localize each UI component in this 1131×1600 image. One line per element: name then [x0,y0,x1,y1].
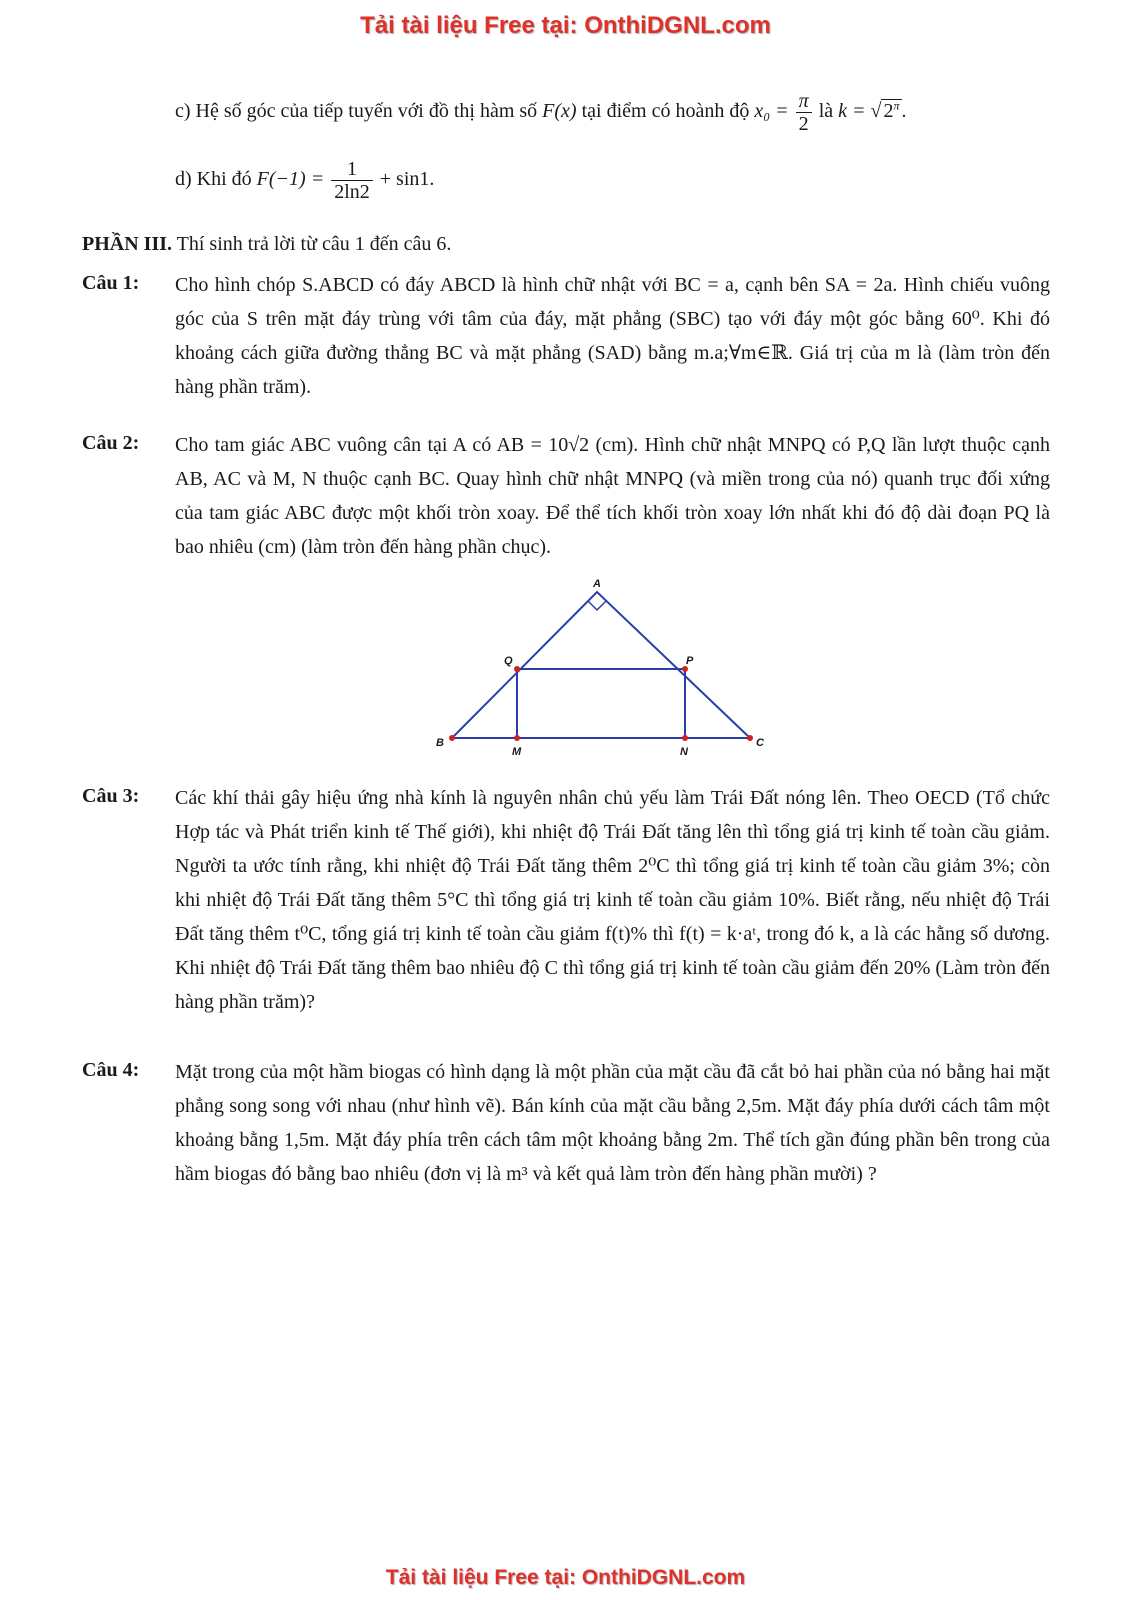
item-c-root-base: 2 [883,100,894,123]
item-c-end: . [901,100,907,123]
label-q: Q [504,655,513,667]
question-1-label: Câu 1: [82,272,140,294]
question-3-text: Các khí thải gây hiệu ứng nhà kính là nguyên nhân chủ yếu làm Trái Đất nóng lên. Theo OECD (Tổ chức Hợp tác và Phát triển kinh tế Thế giới), khi nhiệt độ Trái Đất tăng lên thì tổng giá trị kinh tế toàn cầu giảm. Người ta ước tính rằng, khi nhiệt độ Trái Đất tăng thêm 2⁰C thì tổng giá trị kinh tế toàn cầu giảm 3%; còn khi nhiệt độ Trái Đất tăng thêm 5°C thì tổng giá trị kinh tế toàn cầu giảm 10%. Biết rằng, nếu nhiệt độ Trái Đất tăng thêm t⁰C, tổng giá trị kinh tế toàn cầu giảm f(t)% thì f(t) = k·aᵗ, trong đó k, a là các hằng số dương. Khi nhiệt độ Trái Đất tăng thêm bao nhiêu độ C thì tổng giá trị kinh tế toàn cầu giảm đến 20% (Làm tròn đến hàng phần trăm)? [175,787,1050,1013]
item-d [175,158,434,203]
label-n: N [680,746,688,758]
point-c [747,735,753,741]
item-d-rhs: + sin1. [379,168,435,191]
label-p: P [686,655,694,667]
item-c-x0: x₀ = [754,100,789,123]
question-4-label: Câu 4: [82,1059,140,1081]
triangle-sides [452,592,750,738]
part-three-instruction: Thí sinh trả lời từ câu 1 đến câu 6. [172,233,452,255]
question-1-text: Cho hình chóp S.ABCD có đáy ABCD là hình chữ nhật với BC = a, cạnh bên SA = 2a. Hình chiếu vuông góc của S trên mặt đáy trùng với tâm của đáy, mặt phẳng (SBC) tạo với đáy một góc bằng 60⁰. Khi đó khoảng cách giữa đường thẳng BC và mặt phẳng (SAD) bằng m.a;∀m∈ℝ. Giá trị của m là (làm tròn đến hàng phần trăm). [175,274,1050,398]
point-n [682,735,688,741]
figure-points [449,666,753,741]
label-m: M [512,746,522,758]
question-3-label: Câu 3: [82,785,140,807]
item-d-frac-num: 1 [331,158,373,181]
rectangle-mnpq [517,669,685,738]
right-angle-mark [588,601,606,610]
item-c-k: k = [838,100,866,123]
header-banner[interactable]: Tải tài liệu Free tại: OnthiDGNL.com [360,12,771,39]
label-a: A [593,578,601,591]
label-b: B [436,737,444,749]
triangle-diagram [436,578,780,765]
part-three-title: PHẦN III. [82,233,173,255]
item-c-text-c: là [813,100,839,123]
question-2-text: Cho tam giác ABC vuông cân tại A có AB = 10√2 (cm). Hình chữ nhật MNPQ có P,Q lần lượt thuộc cạnh AB, AC và M, N thuộc cạnh BC. Quay hình chữ nhật MNPQ (và miền trong của nó) quanh trục đối xứng của tam giác ABC được một khối tròn xoay. Để thể tích khối tròn xoay lớn nhất khi đó độ dài đoạn PQ là bao nhiêu (cm) (làm tròn đến hàng phần chục). [175,434,1050,558]
item-d-lhs: F(−1) = [256,168,325,191]
item-c-root [881,99,901,122]
item-c-root-exp: π [893,98,900,113]
point-q [514,666,520,672]
item-d-frac-den: 2ln2 [334,181,370,203]
item-c-text-b: tại điểm có hoành độ [576,100,755,123]
part-three-heading [82,229,451,259]
item-c-text-a: c) Hệ số góc của tiếp tuyến với đồ thị hàm số [175,100,543,123]
item-d-fraction [331,158,373,203]
triangle-figure [436,578,780,774]
item-c-frac-num: π [796,90,812,113]
sqrt-icon: √ [870,100,882,123]
point-m [514,735,520,741]
footer-banner[interactable]: Tải tài liệu Free tại: OnthiDGNL.com [385,1566,746,1589]
item-c [175,90,907,135]
item-c-frac-den: 2 [798,113,809,135]
label-c: C [756,737,764,749]
item-c-fx: F(x) [542,100,577,123]
question-4-text: Mặt trong của một hầm biogas có hình dạng là một phần của mặt cầu đã cắt bỏ hai phần của nó bằng hai mặt phẳng song song với nhau (như hình vẽ). Bán kính của mặt cầu bằng 2,5m. Mặt đáy phía dưới cách tâm một khoảng bằng 1,5m. Mặt đáy phía trên cách tâm một khoảng bằng 2m. Thể tích gần đúng phần bên trong của hầm biogas đó bằng bao nhiêu (đơn vị là m³ và kết quả làm tròn đến hàng phần mười) ? [175,1061,1050,1185]
item-d-text-a: d) Khi đó [175,168,257,191]
item-c-fraction [796,90,812,135]
point-b [449,735,455,741]
figure-lines [452,592,750,738]
question-2-label: Câu 2: [82,432,140,454]
